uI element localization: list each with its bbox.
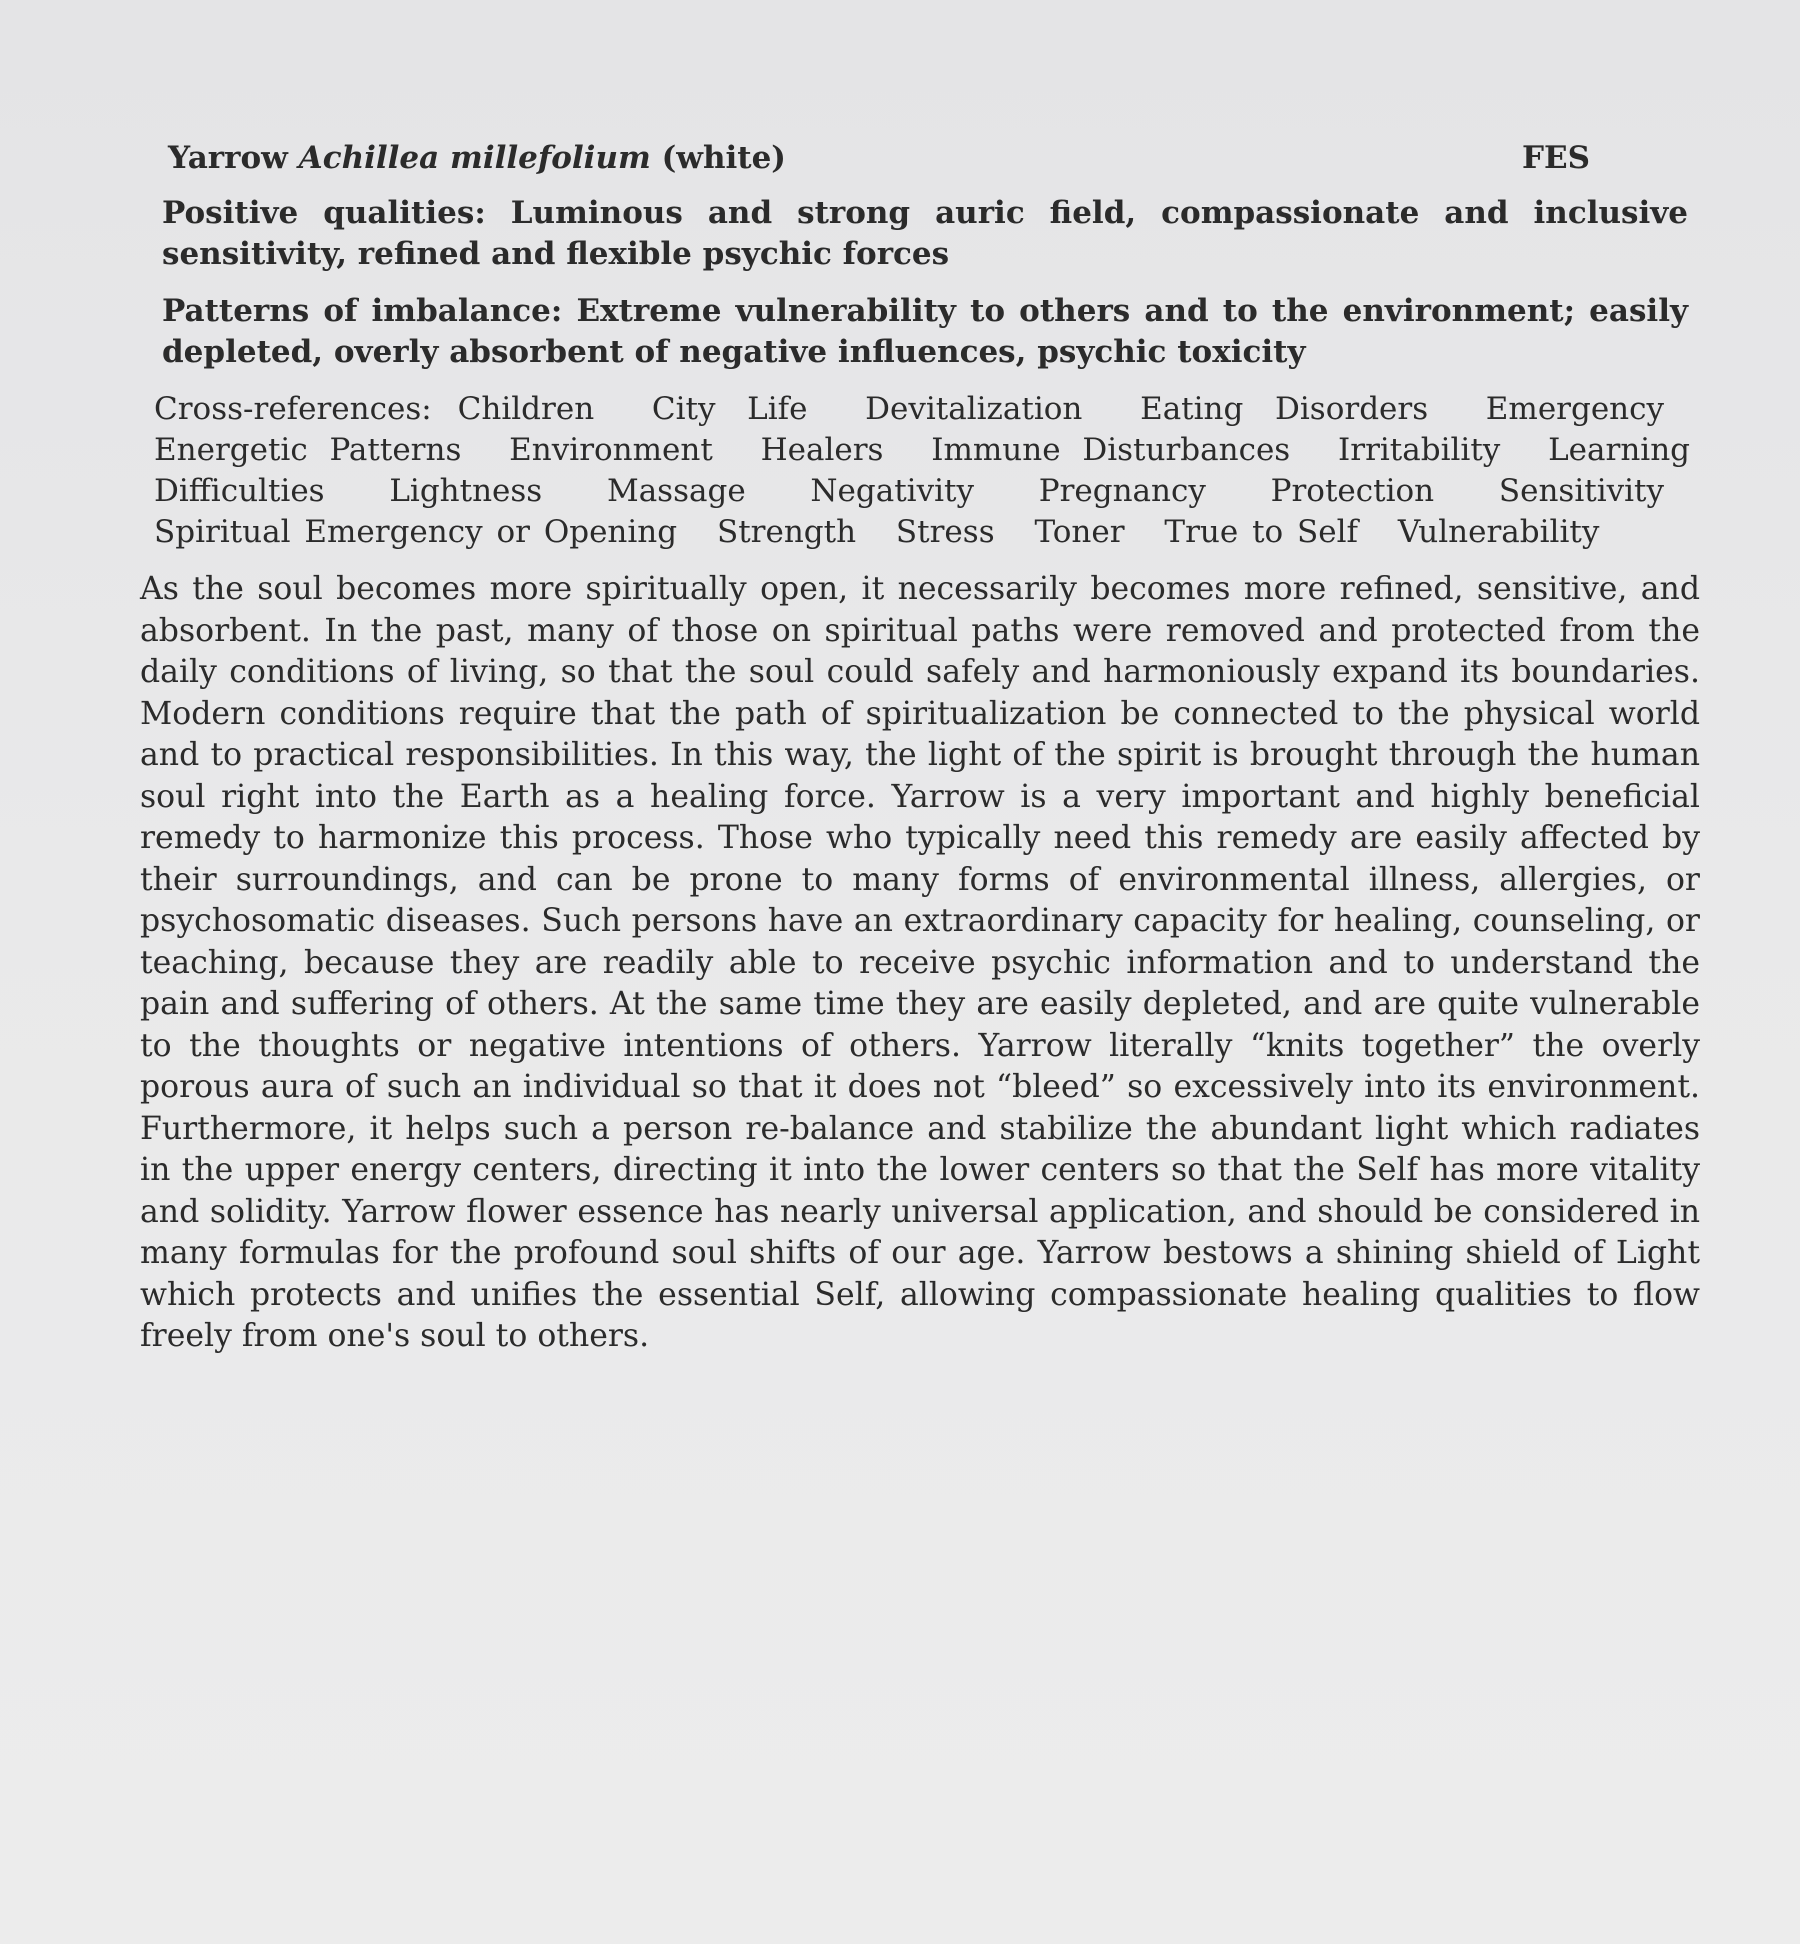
entry-title-row: [140, 138, 1700, 179]
cross-reference-item: Negativity: [810, 473, 974, 509]
cross-reference-item: Stress: [895, 514, 995, 550]
description-paragraph: As the soul becomes more spiritually open, it necessarily becomes more refined, sensitive, and absorbent. In the past, many of those on spiritual paths were removed and protected from the daily conditions of living, so that the soul could safely and harmoniously expand its boundaries. Modern conditions require that the path of spiritualization be connected to the physical world and to practical responsibilities. In this way, the light of the spirit is brought through the human soul right into the Earth as a healing force. Yarrow is a very important and highly beneficial remedy to harmonize this process. Those who typically need this remedy are easily affected by their surroundings, and can be prone to many forms of environmental illness, allergies, or psychosomatic diseases. Such persons have an extraordinary capacity for healing, counseling, or teaching, because they are readily able to receive psychic information and to understand the pain and suffering of others. At the same time they are easily depleted, and are quite vulnerable to the thoughts or negative intentions of others. Yarrow literally “knits together” the overly porous aura of such an individual so that it does not “bleed” so excessively into its environment. Furthermore, it helps such a person re-balance and stabilize the abundant light which radiates in the upper energy centers, directing it into the lower centers so that the Self has more vitality and solidity. Yarrow flower essence has nearly universal application, and should be considered in many formulas for the profound soul shifts of our age. Yarrow bestows a shining shield of Light which protects and unifies the essential Self, allowing compassionate healing qualities to flow freely from one's soul to others.: [140, 571, 1700, 1354]
entry-title: [168, 138, 786, 179]
cross-reference-item: Toner: [1034, 514, 1125, 550]
entry-content: [140, 138, 1700, 1358]
patterns-of-imbalance-text: Extreme vulnerability to others and to the environment; easily depleted, overly absorbent of negative influences, psychic toxicity: [162, 293, 1688, 370]
cross-reference-item: Spiritual Emergency or Opening: [154, 514, 678, 550]
latin-name: Achillea millefolium: [298, 140, 651, 176]
positive-qualities-label: Positive qualities:: [162, 195, 486, 231]
cross-reference-item: Immune Disturbances: [931, 432, 1291, 468]
patterns-of-imbalance: [140, 291, 1700, 373]
cross-reference-item: Strength: [716, 514, 857, 550]
cross-references-label: Cross-references:: [154, 391, 432, 427]
cross-reference-item: Energetic Patterns: [154, 432, 462, 468]
cross-reference-item: Lightness: [389, 473, 543, 509]
cross-reference-item: Children: [457, 391, 595, 427]
cross-references: [140, 389, 1700, 553]
source-code: FES: [1521, 140, 1590, 176]
cross-reference-item: Emergency: [1485, 391, 1665, 427]
cross-reference-item: Irritability: [1338, 432, 1501, 468]
cross-reference-item: True to Self: [1164, 514, 1359, 550]
cross-reference-item: Sensitivity: [1498, 473, 1665, 509]
common-name: Yarrow: [168, 140, 288, 176]
cross-reference-item: Protection: [1270, 473, 1435, 509]
flower-color: (white): [661, 140, 786, 176]
cross-reference-item: Environment: [509, 432, 713, 468]
cross-reference-item: Vulnerability: [1397, 514, 1600, 550]
cross-reference-item: Eating Disorders: [1140, 391, 1429, 427]
positive-qualities-text: Luminous and strong auric field, compassionate and inclusive sensitivity, refined and flexible psychic forces: [162, 195, 1689, 272]
cross-reference-item: Pregnancy: [1038, 473, 1206, 509]
cross-reference-item: City Life: [651, 391, 808, 427]
cross-reference-item: Healers: [760, 432, 884, 468]
cross-reference-item: Learning Difficulties: [154, 432, 1691, 509]
cross-reference-item: Devitalization: [865, 391, 1083, 427]
positive-qualities: [140, 193, 1700, 275]
cross-reference-item: Massage: [606, 473, 746, 509]
patterns-of-imbalance-label: Patterns of imbalance:: [162, 293, 563, 329]
